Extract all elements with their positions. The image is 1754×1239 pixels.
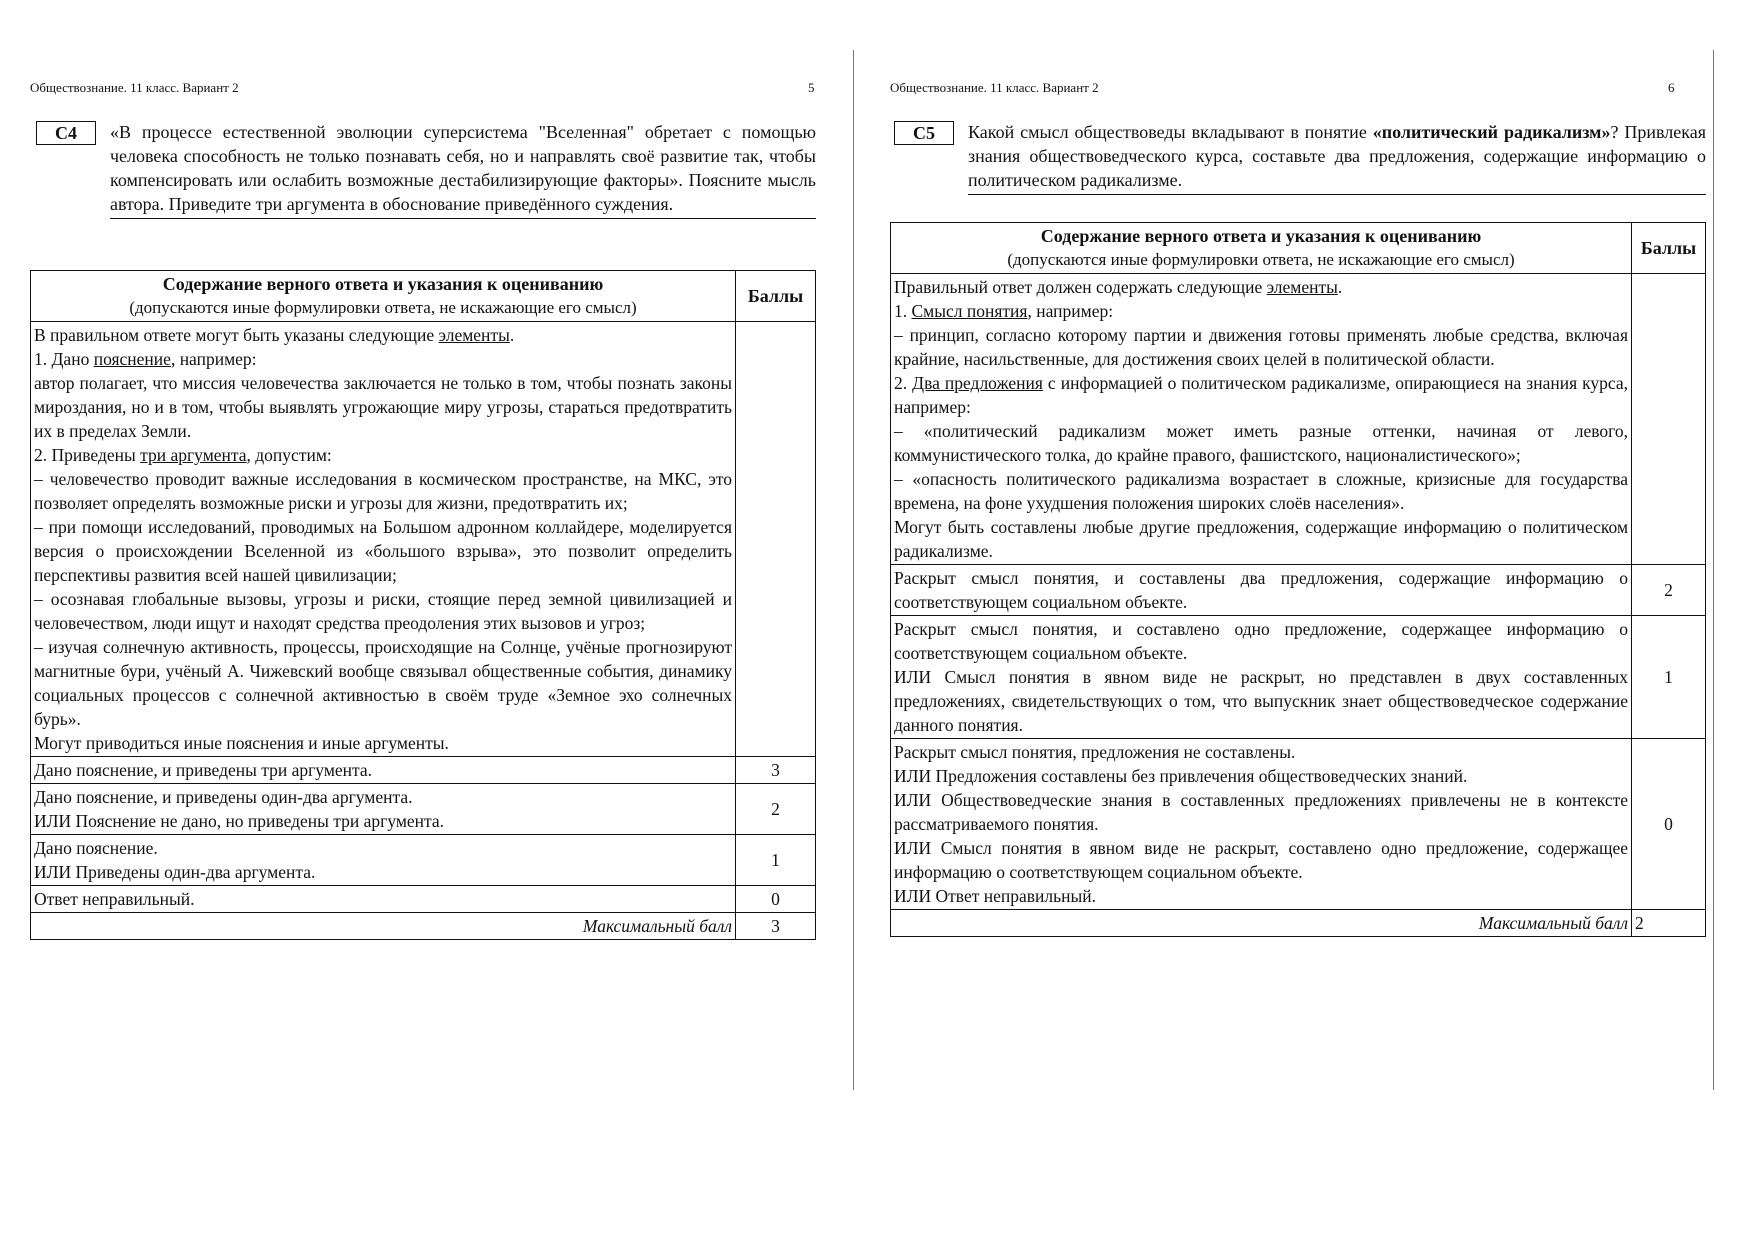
argument-item: – при помощи исследований, проводимых на Большом адронном коллайдере, моделируется версия о происхождении Вселенной из «большого взрыва», это позволит определить перспективы развития всей нашей цивилизации;: [34, 517, 733, 585]
answer-table-c5: [890, 222, 1706, 937]
page-right: [860, 0, 1754, 1239]
header-points: Баллы: [1632, 223, 1706, 274]
score-row: Дано пояснение, и приведены один-два аргумента. ИЛИ Пояснение не дано, но приведены три аргумента. 2: [31, 784, 816, 835]
closing-note: Могут быть составлены любые другие предложения, содержащие информацию о политическом радикализме.: [894, 517, 1629, 561]
closing-note: Могут приводиться иные пояснения и иные аргументы.: [34, 733, 449, 753]
header-content: Содержание верного ответа и указания к оцениванию (допускаются иные формулировки ответа, не искажающие его смысл): [891, 223, 1632, 274]
page-number: 5: [808, 80, 815, 95]
header-points: Баллы: [736, 271, 816, 322]
max-score-value: 3: [736, 913, 816, 940]
score-row: Дано пояснение. ИЛИ Приведены один-два аргумента. 1: [31, 835, 816, 886]
max-score-value: 2: [1632, 910, 1706, 937]
task-c5: [894, 120, 1706, 195]
task-id: С4: [36, 121, 96, 145]
page-divider-center: [853, 50, 854, 1090]
answer-content: Правильный ответ должен содержать следующие элементы. 1. Смысл понятия, например: – принцип, согласно которому партии и движения готовы применять любые средства, включая крайние, насильственные, для достижения своих целей в политической области. 2. Два предложения с информацией о политическом радикализме, опирающиеся на знания курса, например: – «политический радикализм может иметь разные оттенки, начиная от левого, коммунистического толка, до крайне правого, фашистского, националистического»; – «опасность политического радикализма возрастает в сложные, кризисные для государства времена, на фоне ухудшения положения широких слоёв населения». Могут быть составлены любые другие предложения, содержащие информацию о политическом радикализме.: [891, 274, 1632, 565]
page-number: 6: [1668, 80, 1675, 95]
task-text: «В процессе естественной эволюции суперсистема "Вселенная" обретает с помощью человека способность не только познавать себя, но и направлять своё развитие так, чтобы компенсировать или ослабить возможные дестабилизирующие факторы». Поясните мысль автора. Приведите три аргумента в обоснование приведённого суждения.: [110, 120, 816, 219]
score-row: Раскрыт смысл понятия, и составлены два предложения, содержащие информацию о соответствующем социальном объекте. 2: [891, 565, 1706, 616]
page-left: [0, 0, 850, 1239]
sentence-item: – «политический радикализм может иметь разные оттенки, начиная от левого, коммунистического толка, до крайне правого, фашистского, националистического»;: [894, 421, 1629, 465]
score-points: 3: [736, 757, 816, 784]
page-header: Обществознание. 11 класс. Вариант 2: [890, 80, 1099, 95]
max-score-label: Максимальный балл: [31, 913, 736, 940]
argument-item: – человечество проводит важные исследования в космическом пространстве, на МКС, это позволяет определять возможные риски и угрозы для жизни, предотвратить их;: [34, 469, 733, 513]
score-points: 1: [1632, 616, 1706, 739]
explanation-text: автор полагает, что миссия человечества заключается не только в том, чтобы познать законы мироздания, но и в том, чтобы выявлять угрожающие миру угрозы, стараться предотвратить их в пределах Земли.: [34, 373, 733, 441]
score-points: 0: [1632, 739, 1706, 910]
definition-text: – принцип, согласно которому партии и движения готовы применять любые средства, включая крайние, насильственные, для достижения своих целей в политической области.: [894, 325, 1629, 369]
sentence-item: – «опасность политического радикализма возрастает в сложные, кризисные для государства времена, на фоне ухудшения положения широких слоёв населения».: [894, 469, 1629, 513]
score-points: 0: [736, 886, 816, 913]
score-points: 2: [736, 784, 816, 835]
score-row: Раскрыт смысл понятия, и составлено одно предложение, содержащее информацию о соответствующем социальном объекте. ИЛИ Смысл понятия в явном виде не раскрыт, но представлен в двух составленных предложениях, свидетельствующих о том, что выпускник знает обществоведческое содержание данного понятия. 1: [891, 616, 1706, 739]
argument-item: – осознавая глобальные вызовы, угрозы и риски, стоящие перед земной цивилизацией и человечеством, люди ищут и находят средства преодоления этих вызовов и угроз;: [34, 589, 733, 633]
max-score-label: Максимальный балл: [891, 910, 1632, 937]
table-row-answer: [31, 322, 816, 757]
score-points: 2: [1632, 565, 1706, 616]
answer-points-empty: [1632, 274, 1706, 565]
page-header: Обществознание. 11 класс. Вариант 2: [30, 80, 239, 95]
score-row: Ответ неправильный. 0: [31, 886, 816, 913]
task-id: С5: [894, 121, 954, 145]
table-header-row: [31, 271, 816, 322]
score-points: 1: [736, 835, 816, 886]
answer-points-empty: [736, 322, 816, 757]
header-content: Содержание верного ответа и указания к оцениванию (допускаются иные формулировки ответа, не искажающие его смысл): [31, 271, 736, 322]
table-row-answer: [891, 274, 1706, 565]
argument-item: – изучая солнечную активность, процессы, происходящие на Солнце, учёные прогнозируют магнитные бури, учёный А. Чижевский вообще связывал общественные события, динамику социальных процессов с солнечной активностью в своём труде «Земное эхо солнечных бурь».: [34, 637, 733, 729]
max-score-row: [891, 910, 1706, 937]
score-row: Дано пояснение, и приведены три аргумента. 3: [31, 757, 816, 784]
max-score-row: [31, 913, 816, 940]
score-row: Раскрыт смысл понятия, предложения не составлены. ИЛИ Предложения составлены без привлечения обществоведческих знаний. ИЛИ Обществоведческие знания в составленных предложениях привлечены не в контексте рассматриваемого понятия. ИЛИ Смысл понятия в явном виде не раскрыт, составлено одно предложение, содержащее информацию о соответствующем социальном объекте. ИЛИ Ответ неправильный. 0: [891, 739, 1706, 910]
task-c4: [36, 120, 816, 219]
task-text: Какой смысл обществоведы вкладывают в понятие «политический радикализм»? Привлекая знания обществоведческого курса, составьте два предложения, содержащие информацию о политическом радикализме.: [968, 120, 1706, 195]
table-header-row: [891, 223, 1706, 274]
answer-table-c4: [30, 270, 816, 940]
answer-content: В правильном ответе могут быть указаны следующие элементы. 1. Дано пояснение, например: автор полагает, что миссия человечества заключается не только в том, чтобы познать законы мироздания, но и в том, чтобы выявлять угрожающие миру угрозы, стараться предотвратить их в пределах Земли. 2. Приведены три аргумента, допустим: – человечество проводит важные исследования в космическом пространстве, на МКС, это позволяет определять возможные риски и угрозы для жизни, предотвратить их; – при помощи исследований, проводимых на Большом адронном коллайдере, моделируется версия о происхождении Вселенной из «большого взрыва», это позволит определить перспективы развития всей нашей цивилизации; – осознавая глобальные вызовы, угрозы и риски, стоящие перед земной цивилизацией и человечеством, люди ищут и находят средства преодоления этих вызовов и угроз; – изучая солнечную активность, процессы, происходящие на Солнце, учёные прогнозируют магнитные бури, учёный А. Чижевский вообще связывал общественные события, динамику социальных процессов с солнечной активностью в своём труде «Земное эхо солнечных бурь». Могут приводиться иные пояснения и иные аргументы.: [31, 322, 736, 757]
